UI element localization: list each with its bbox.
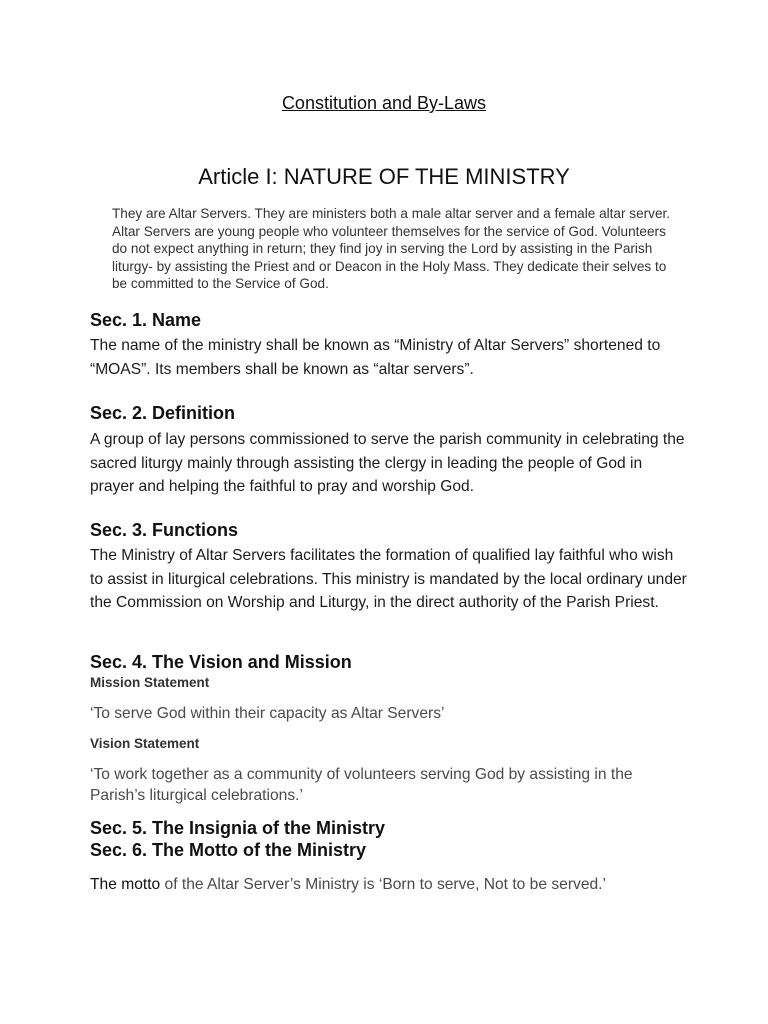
mission-label: Mission Statement xyxy=(90,675,210,690)
article-title: Article I: NATURE OF THE MINISTRY xyxy=(198,164,570,189)
sec4-heading: Sec. 4. The Vision and Mission xyxy=(90,652,352,672)
motto-rest: of the Altar Server’s Ministry is ‘Born to serve, Not to be served.’ xyxy=(160,876,606,893)
motto-lead: The motto xyxy=(90,876,161,893)
vision-text: ‘To work together as a community of volunteers serving God by assisting in the Parish’s liturgical celebrations.’ xyxy=(90,766,633,804)
document-title: Constitution and By-Laws xyxy=(281,93,487,113)
mission-text: ‘To serve God within their capacity as Altar Servers’ xyxy=(90,705,445,722)
sec2-heading: Sec. 2. Definition xyxy=(90,403,236,423)
sec5-heading: Sec. 5. The Insignia of the Ministry xyxy=(90,818,386,838)
sec1-heading: Sec. 1. Name xyxy=(90,310,202,330)
sec1-body: The name of the ministry shall be known as “Ministry of Altar Servers” shortened to “MOAS”. Its members shall be known as “altar servers”. xyxy=(90,337,661,378)
sec2-body: A group of lay persons commissioned to serve the parish community in celebrating the sacred liturgy mainly through assisting the clergy in leading the people of God in prayer and helping the faithful to pray and worship God. xyxy=(90,431,685,495)
vision-label: Vision Statement xyxy=(90,736,200,751)
sec6-heading: Sec. 6. The Motto of the Ministry xyxy=(90,840,367,860)
motto-text xyxy=(90,874,690,895)
article-intro: They are Altar Servers. They are ministers both a male altar server and a female altar server. Altar Servers are young people who volunteer themselves for the service of God. Volunteers do not expect anything in return; they find joy in serving the Lord by assisting in the Parish liturgy- by assisting the Priest and or Deacon in the Holy Mass. They dedicate their selves to be committed to the Service of God. xyxy=(112,206,671,291)
sec3-heading: Sec. 3. Functions xyxy=(90,520,239,540)
sec3-body: The Ministry of Altar Servers facilitates the formation of qualified lay faithful who wish to assist in liturgical celebrations. This ministry is mandated by the local ordinary under the Commission on Worship and Liturgy, in the direct authority of the Parish Priest. xyxy=(90,547,687,611)
